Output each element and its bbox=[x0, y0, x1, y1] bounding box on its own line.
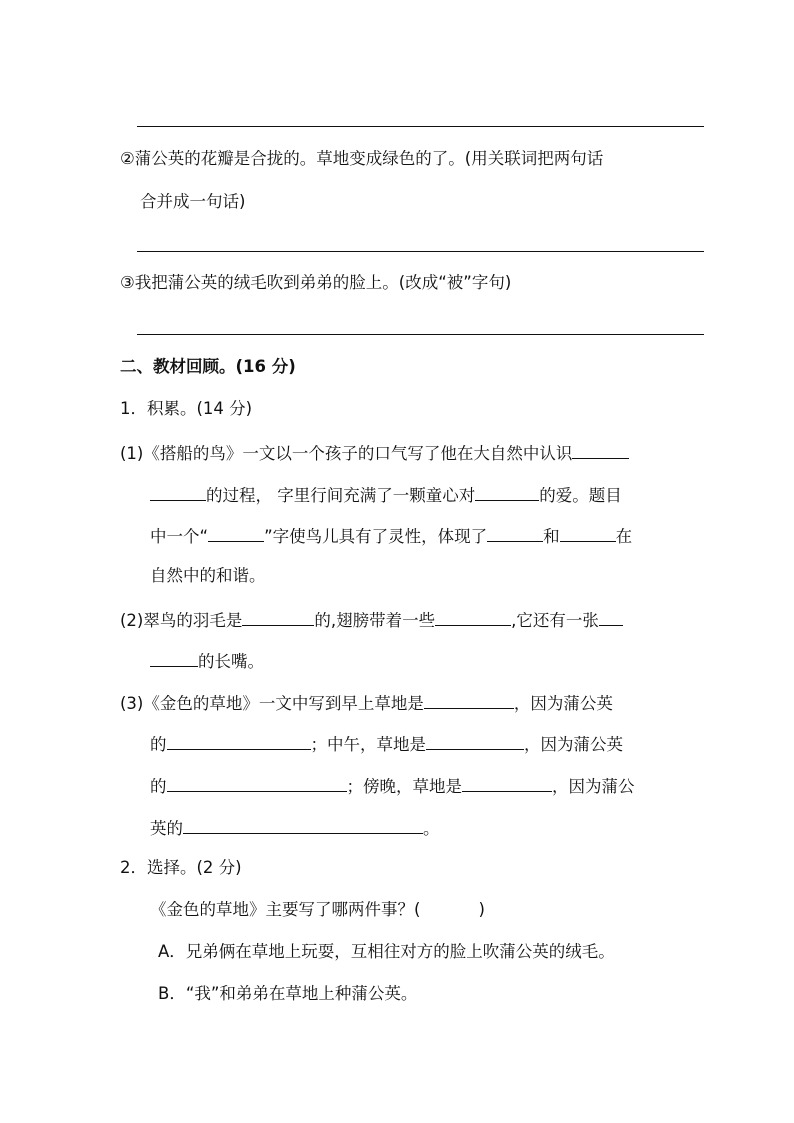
item-1-line-1: (1)《搭船的鸟》一文以一个孩子的口气写了他在大自然中认识 bbox=[120, 440, 629, 465]
item-2-line-2: 的长嘴。 bbox=[150, 648, 264, 673]
fill-blank[interactable] bbox=[487, 523, 543, 542]
item-2-line-1: (2)翠鸟的羽毛是 的,翅膀带着一些 ,它还有一张 bbox=[120, 607, 623, 632]
item-3-line-3: 的 ；傍晚，草地是 ，因为蒲公 bbox=[150, 773, 635, 798]
fill-blank[interactable] bbox=[426, 731, 524, 750]
item-3-line-1: (3)《金色的草地》一文中写到早上草地是 ，因为蒲公英 bbox=[120, 690, 613, 715]
fill-blank[interactable] bbox=[599, 607, 623, 626]
item-1-line-4: 自然中的和谐。 bbox=[150, 566, 266, 585]
item-1-line-3: 中一个“ ”字使鸟儿具有了灵性，体现了 和 在 bbox=[150, 523, 632, 548]
fill-blank[interactable] bbox=[183, 815, 423, 834]
subquestion-1-title: 1．积累。(14 分) bbox=[120, 399, 253, 418]
fill-blank[interactable] bbox=[424, 690, 514, 709]
fill-blank[interactable] bbox=[167, 773, 347, 792]
section-2-title: 二、教材回顾。(16 分) bbox=[120, 357, 296, 376]
choice-option-a: A．兄弟俩在草地上玩耍，互相往对方的脸上吹蒲公英的绒毛。 bbox=[158, 942, 615, 961]
fill-blank[interactable] bbox=[462, 773, 552, 792]
question-2-text: ②蒲公英的花瓣是合拢的。草地变成绿色的了。(用关联词把两句话 bbox=[120, 149, 604, 168]
fill-blank[interactable] bbox=[150, 648, 198, 667]
fill-blank[interactable] bbox=[560, 523, 616, 542]
question-2-continuation: 合并成一句话) bbox=[140, 192, 246, 211]
fill-blank[interactable] bbox=[435, 607, 511, 626]
choice-question: 《金色的草地》主要写了哪两件事？( ) bbox=[150, 900, 485, 919]
fill-blank[interactable] bbox=[167, 731, 311, 750]
fill-blank[interactable] bbox=[475, 482, 539, 501]
choice-option-b: B．“我”和弟弟在草地上种蒲公英。 bbox=[158, 984, 418, 1003]
item-3-line-2: 的 ；中午，草地是 ，因为蒲公英 bbox=[150, 731, 623, 756]
answer-line-2 bbox=[137, 251, 704, 252]
item-3-line-4: 英的 。 bbox=[150, 815, 440, 840]
item-1-line-2: 的过程， 字里行间充满了一颗童心对 的爱。题目 bbox=[150, 482, 622, 507]
answer-line-1 bbox=[137, 126, 704, 127]
fill-blank[interactable] bbox=[208, 523, 264, 542]
question-3-text: ③我把蒲公英的绒毛吹到弟弟的脸上。(改成“被”字句) bbox=[120, 273, 512, 292]
fill-blank[interactable] bbox=[572, 440, 629, 459]
fill-blank[interactable] bbox=[242, 607, 314, 626]
subquestion-2-title: 2．选择。(2 分) bbox=[120, 858, 242, 877]
answer-line-3 bbox=[137, 334, 704, 335]
fill-blank[interactable] bbox=[150, 482, 206, 501]
